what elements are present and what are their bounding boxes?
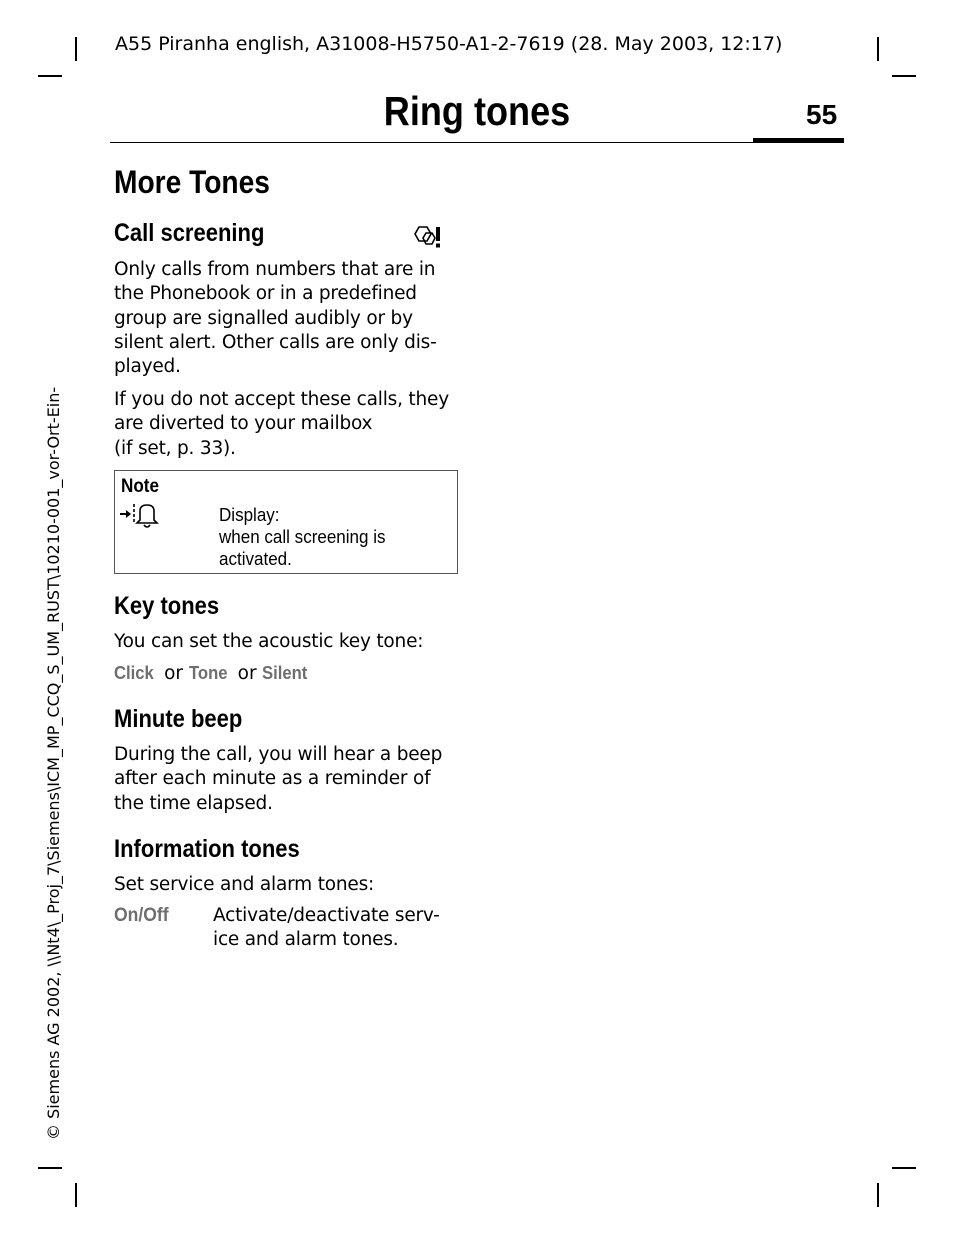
note-box <box>114 470 458 574</box>
call-screening-heading: Call screening <box>114 219 265 247</box>
call-screening-paragraph-1: Only calls from numbers that are in the Phonebook or in a predefined group are signalled audibly or by silent alert. Other calls are only dis- played. <box>114 259 437 378</box>
network-service-icon <box>410 224 444 254</box>
crop-mark <box>38 75 62 77</box>
crop-mark <box>892 1167 916 1169</box>
information-tones-text: Set service and alarm tones: <box>114 874 375 895</box>
minute-beep-text: During the call, you will hear a beep after each minute as a reminder of the time elapsed. <box>114 744 443 814</box>
option-tone: Tone <box>188 662 228 683</box>
on-off-description: Activate/deactivate serv- ice and alarm tones. <box>213 905 440 951</box>
call-screening-paragraph-2: If you do not accept these calls, they are diverted to your mailbox (if set, p. 33). <box>114 389 449 459</box>
information-tones-heading: Information tones <box>114 835 300 863</box>
note-text: Display: when call screening is activated. <box>219 504 386 569</box>
page-number-rule <box>753 138 844 143</box>
option-silent: Silent <box>262 662 308 683</box>
key-tone-options <box>114 662 313 684</box>
crop-mark <box>877 37 879 61</box>
title-rule <box>110 142 844 143</box>
crop-mark <box>892 75 916 77</box>
option-click: Click <box>114 662 154 683</box>
copyright-sidebar: © Siemens AG 2002, \\Nt4\_Proj_7\Siemens\ICM_MP_CCQ_S_UM_RUST\10210-001_vor-Ort-Ein- <box>44 386 63 1140</box>
note-label: Note <box>121 476 160 497</box>
option-separator: or <box>164 663 184 684</box>
crop-mark <box>75 1183 77 1207</box>
crop-mark <box>38 1167 62 1169</box>
on-off-option: On/Off <box>114 904 169 926</box>
crop-mark <box>75 37 77 61</box>
key-tones-text: You can set the acoustic key tone: <box>114 631 424 652</box>
option-separator: or <box>237 663 257 684</box>
chapter-title: Ring tones <box>383 88 571 134</box>
crop-mark <box>877 1183 879 1207</box>
document-id-header: A55 Piranha english, A31008-H5750-A1-2-7619 (28. May 2003, 12:17) <box>115 33 783 55</box>
minute-beep-heading: Minute beep <box>114 705 243 733</box>
call-screening-display-icon <box>119 502 163 534</box>
page-number: 55 <box>806 99 838 130</box>
key-tones-heading: Key tones <box>114 592 220 620</box>
section-title: More Tones <box>114 164 270 200</box>
